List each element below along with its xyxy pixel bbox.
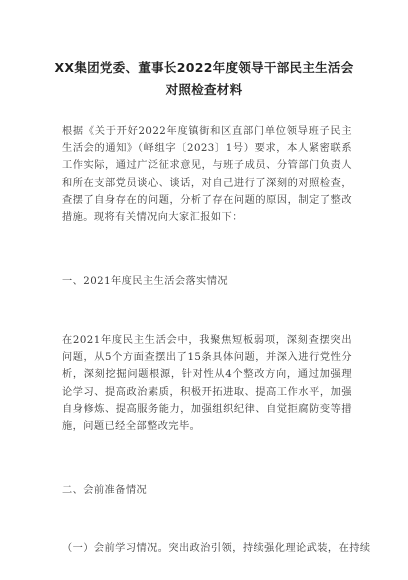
section-1-paragraph: 在2021年度民主生活会中，我聚焦短板弱项，深刻查摆突出问题，从5个方面查摆出了15条具体问题，并深入进行党性分析，深刻挖掘问题根源，针对性从4个整改方向，通过加强理论学习、提高政治素质，积极开拓进取、提高工作水平，加强自身修炼、提高服务能力，加强组织纪律、自觉拒腐防变等措施，问题已经全部整改完毕。 (62, 335, 352, 433)
section-2-paragraph: （一）会前学习情况。突出政治引领，持续强化理论武装，在持续 (62, 543, 371, 554)
section-heading-1: 一、2021年度民主生活会落实情况 (62, 276, 229, 287)
document-subtitle: 对照检查材料 (165, 82, 243, 97)
intro-paragraph: 根据《关于开好2022年度镇街和区直部门单位领导班子民主生活会的通知》（峄组字〔2023〕1号）要求，本人紧密联系工作实际，通过广泛征求意见，与班子成员、分管部门负责人和所在支部党员谈心、谈话，对自己进行了深刻的对照检查，查摆了自身存在的问题，分析了存在问题的原因，制定了整改措施。现将有关情况向大家汇报如下： (62, 126, 352, 224)
document-title: XX集团党委、董事长2022年度领导干部民主生活会 (54, 60, 354, 75)
section-heading-2: 二、会前准备情况 (62, 485, 148, 496)
